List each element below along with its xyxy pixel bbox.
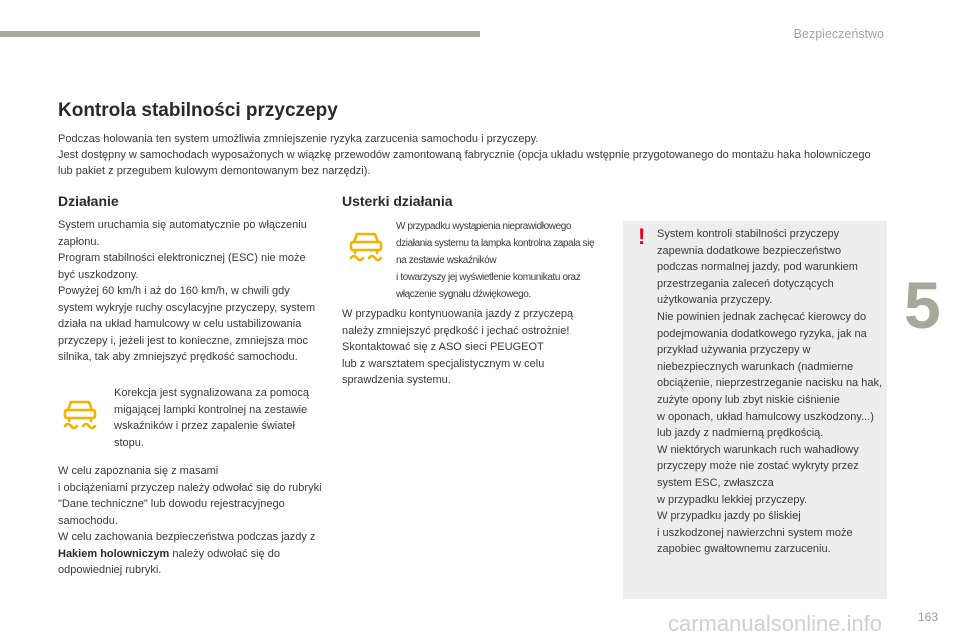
page-title: Kontrola stabilności przyczepy (58, 100, 338, 121)
watermark: carmanualsonline.info (668, 611, 883, 636)
chapter-number: 5 (904, 268, 941, 342)
page-number: 163 (918, 610, 939, 624)
hak-holowniczy-label: Hakiem holowniczym (58, 547, 170, 560)
usterki-icon-note: W przypadku wystąpienia nieprawidłowego działania systemu ta lampka kontrolna zapala się na zestawie wskaźników i towarzyszy jej wyświetlenie komunikatu oraz włączenie sygnału dźwiękowego. (396, 221, 595, 300)
header-accent-bar (0, 31, 480, 37)
intro-text: Podczas holowania ten system umożliwia zmniejszenie ryzyka zarzucenia samochodu i przyczepy. Jest dostępny w samochodach wyposażonych w wiązkę przewodów zamontowaną fabrycznie (opcja układu wstępnie przygotowanego do montażu haka holowniczego lub pakiet z przegubem kulowym demontowanym bez narzędzi). (58, 133, 871, 177)
dzialanie-text: System uruchamia się automatycznie po włączeniu zapłonu. Program stabilności elektronicznej (ESC) nie może być uszkodzony. Powyżej 60 km/h i aż do 160 km/h, w chwili gdy system wykryje ruchy oscylacyjne przyczepy, system działa na układ hamulcowy w celu ustabilizowania przyczepy i, jeżeli jest to konieczne, zmniejsza moc silnika, tak aby zmniejszyć prędkość samochodu. (58, 219, 316, 363)
section-name: Bezpieczeństwo (793, 27, 884, 41)
heading-dzialanie: Działanie (58, 193, 119, 209)
usterki-text: W przypadku kontynuowania jazdy z przyczepą należy zmniejszyć prędkość i jechać ostrożnie! Skontaktować się z ASO sieci PEUGEOT lub z warsztatem specjalistycznym w celu sprawdzenia systemu. (342, 308, 574, 386)
skidding-car-warning-icon (346, 228, 386, 262)
dzialanie-reference-text: W celu zapoznania się z masami i obciążeniami przyczep należy odwołać się do rubryki "Dane techniczne" lub dowodu rejestracyjnego samochodu. W celu zachowania bezpieczeństwa podczas jazdy z Hakiem holowniczym należy odwołać się do odpowiedniej rubryki. (58, 465, 322, 576)
exclamation-icon: ! (638, 224, 646, 249)
warning-text: System kontroli stabilności przyczepy zapewnia dodatkowe bezpieczeństwo podczas normalnej jazdy, pod warunkiem przestrzegania zaleceń dotyczących użytkowania przyczepy. Nie powinien jednak zachęcać kierowcy do podejmowania dodatkowego ryzyka, jak na przykład używania przyczepy w niebezpiecznych warunkach (nadmierne obciążenie, nieprzestrzeganie nacisku na hak, zużyte opony lub zbyt niskie ciśnienie w oponach, układ hamulcowy uszkodzony...) lub jazdy z nadmierną prędkością. W niektórych warunkach ruch wahadłowy przyczepy może nie zostać wykryty przez system ESC, zwłaszcza w przypadku lekkiej przyczepy. W przypadku jazdy po śliskiej i uszkodzonej nawierzchni system może zapobiec gwałtownemu zarzuceniu. (657, 228, 883, 556)
skidding-car-warning-icon (60, 396, 100, 430)
heading-usterki: Usterki działania (342, 193, 453, 209)
dzialanie-icon-note: Korekcja jest sygnalizowana za pomocą migającej lampki kontrolnej na zestawie wskaźników i przez zapalenie świateł stopu. (114, 387, 310, 449)
